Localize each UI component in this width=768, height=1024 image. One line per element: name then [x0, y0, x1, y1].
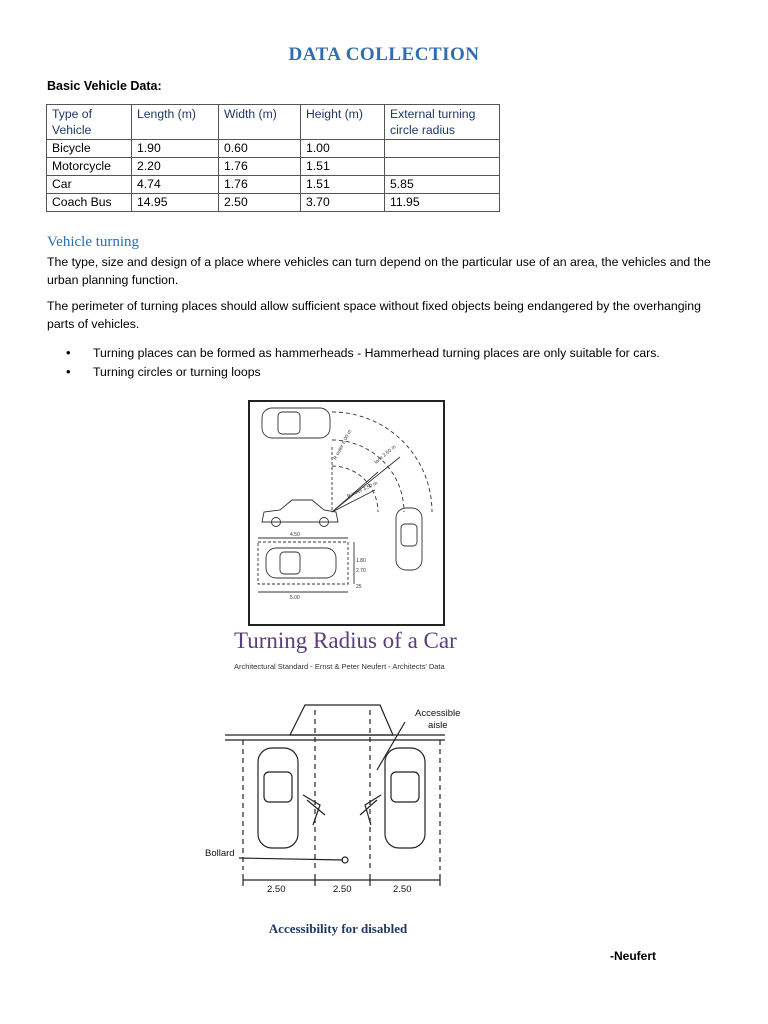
basic-vehicle-data-label: Basic Vehicle Data: — [47, 79, 162, 93]
table-row — [47, 176, 500, 194]
source-credit: -Neufert — [610, 949, 657, 963]
dimension-label: 2.50 — [393, 884, 412, 895]
turning-radius-drawing — [250, 402, 443, 624]
inner-radius-label: R inner 3.50 m — [346, 480, 379, 500]
dimension-label: 25 — [356, 584, 362, 590]
table-cell: 5.85 — [385, 176, 500, 194]
accessible-aisle-label: Accessible — [415, 708, 461, 719]
lane-width-label: lane 2.50 m — [373, 444, 398, 466]
dimension-label: 1.80 — [356, 558, 366, 564]
figure-source-note: Architectural Standard - Ernst & Peter Neufert - Architects' Data — [234, 662, 445, 671]
accessible-aisle-label: aisle — [428, 720, 448, 731]
outer-radius-label: R outer 6.00 m — [332, 428, 354, 461]
table-row — [47, 140, 500, 158]
table-cell: 11.95 — [385, 194, 500, 212]
column-header: Type of Vehicle — [47, 105, 132, 140]
table-cell: Bicycle — [47, 140, 132, 158]
dimension-label: 2.50 — [267, 884, 286, 895]
table-cell: 2.50 — [219, 194, 301, 212]
table-cell: 3.70 — [301, 194, 385, 212]
column-header: Length (m) — [132, 105, 219, 140]
section-heading-vehicle-turning: Vehicle turning — [47, 234, 140, 250]
table-cell: 14.95 — [132, 194, 219, 212]
table-cell: 1.90 — [132, 140, 219, 158]
table-cell: Motorcycle — [47, 158, 132, 176]
accessible-parking-drawing — [195, 700, 475, 900]
dimension-label: 5.00 — [290, 595, 300, 601]
figure-caption-accessibility: Accessibility for disabled — [268, 921, 408, 936]
figure-caption-turning-radius: Turning Radius of a Car — [234, 628, 457, 653]
table-cell: Car — [47, 176, 132, 194]
table-header-row — [47, 105, 500, 140]
table-cell: 1.51 — [301, 176, 385, 194]
dimension-label: 2.50 — [333, 884, 352, 895]
paragraph: The type, size and design of a place where vehicles can turn depend on the particular use of an area, the vehicles and the urban planning function. — [47, 255, 711, 287]
dimension-label: 4.50 — [290, 532, 300, 538]
list-item: • Turning circles or turning loops — [66, 363, 660, 382]
turning-radius-figure — [248, 400, 445, 626]
table-row — [47, 158, 500, 176]
table-cell: 2.20 — [132, 158, 219, 176]
bullet-list — [66, 344, 660, 381]
vehicle-data-table — [46, 104, 500, 212]
table-cell: 1.51 — [301, 158, 385, 176]
table-cell: 1.76 — [219, 176, 301, 194]
column-header: Height (m) — [301, 105, 385, 140]
table-cell: 0.60 — [219, 140, 301, 158]
table-cell — [385, 158, 500, 176]
table-cell: 1.76 — [219, 158, 301, 176]
list-item: • Turning places can be formed as hammerheads - Hammerhead turning places are only suitable for cars. — [66, 344, 660, 363]
column-header: External turning circle radius — [385, 105, 500, 140]
page-title: DATA COLLECTION — [288, 44, 480, 65]
table-cell: Coach Bus — [47, 194, 132, 212]
table-row — [47, 194, 500, 212]
column-header: Width (m) — [219, 105, 301, 140]
table-cell: 4.74 — [132, 176, 219, 194]
bollard-label: Bollard — [205, 848, 235, 859]
table-cell — [385, 140, 500, 158]
table-cell: 1.00 — [301, 140, 385, 158]
paragraph: The perimeter of turning places should allow sufficient space without fixed objects being endangered by the overhanging parts of vehicles. — [47, 299, 701, 331]
dimension-label: 2.70 — [356, 568, 366, 574]
